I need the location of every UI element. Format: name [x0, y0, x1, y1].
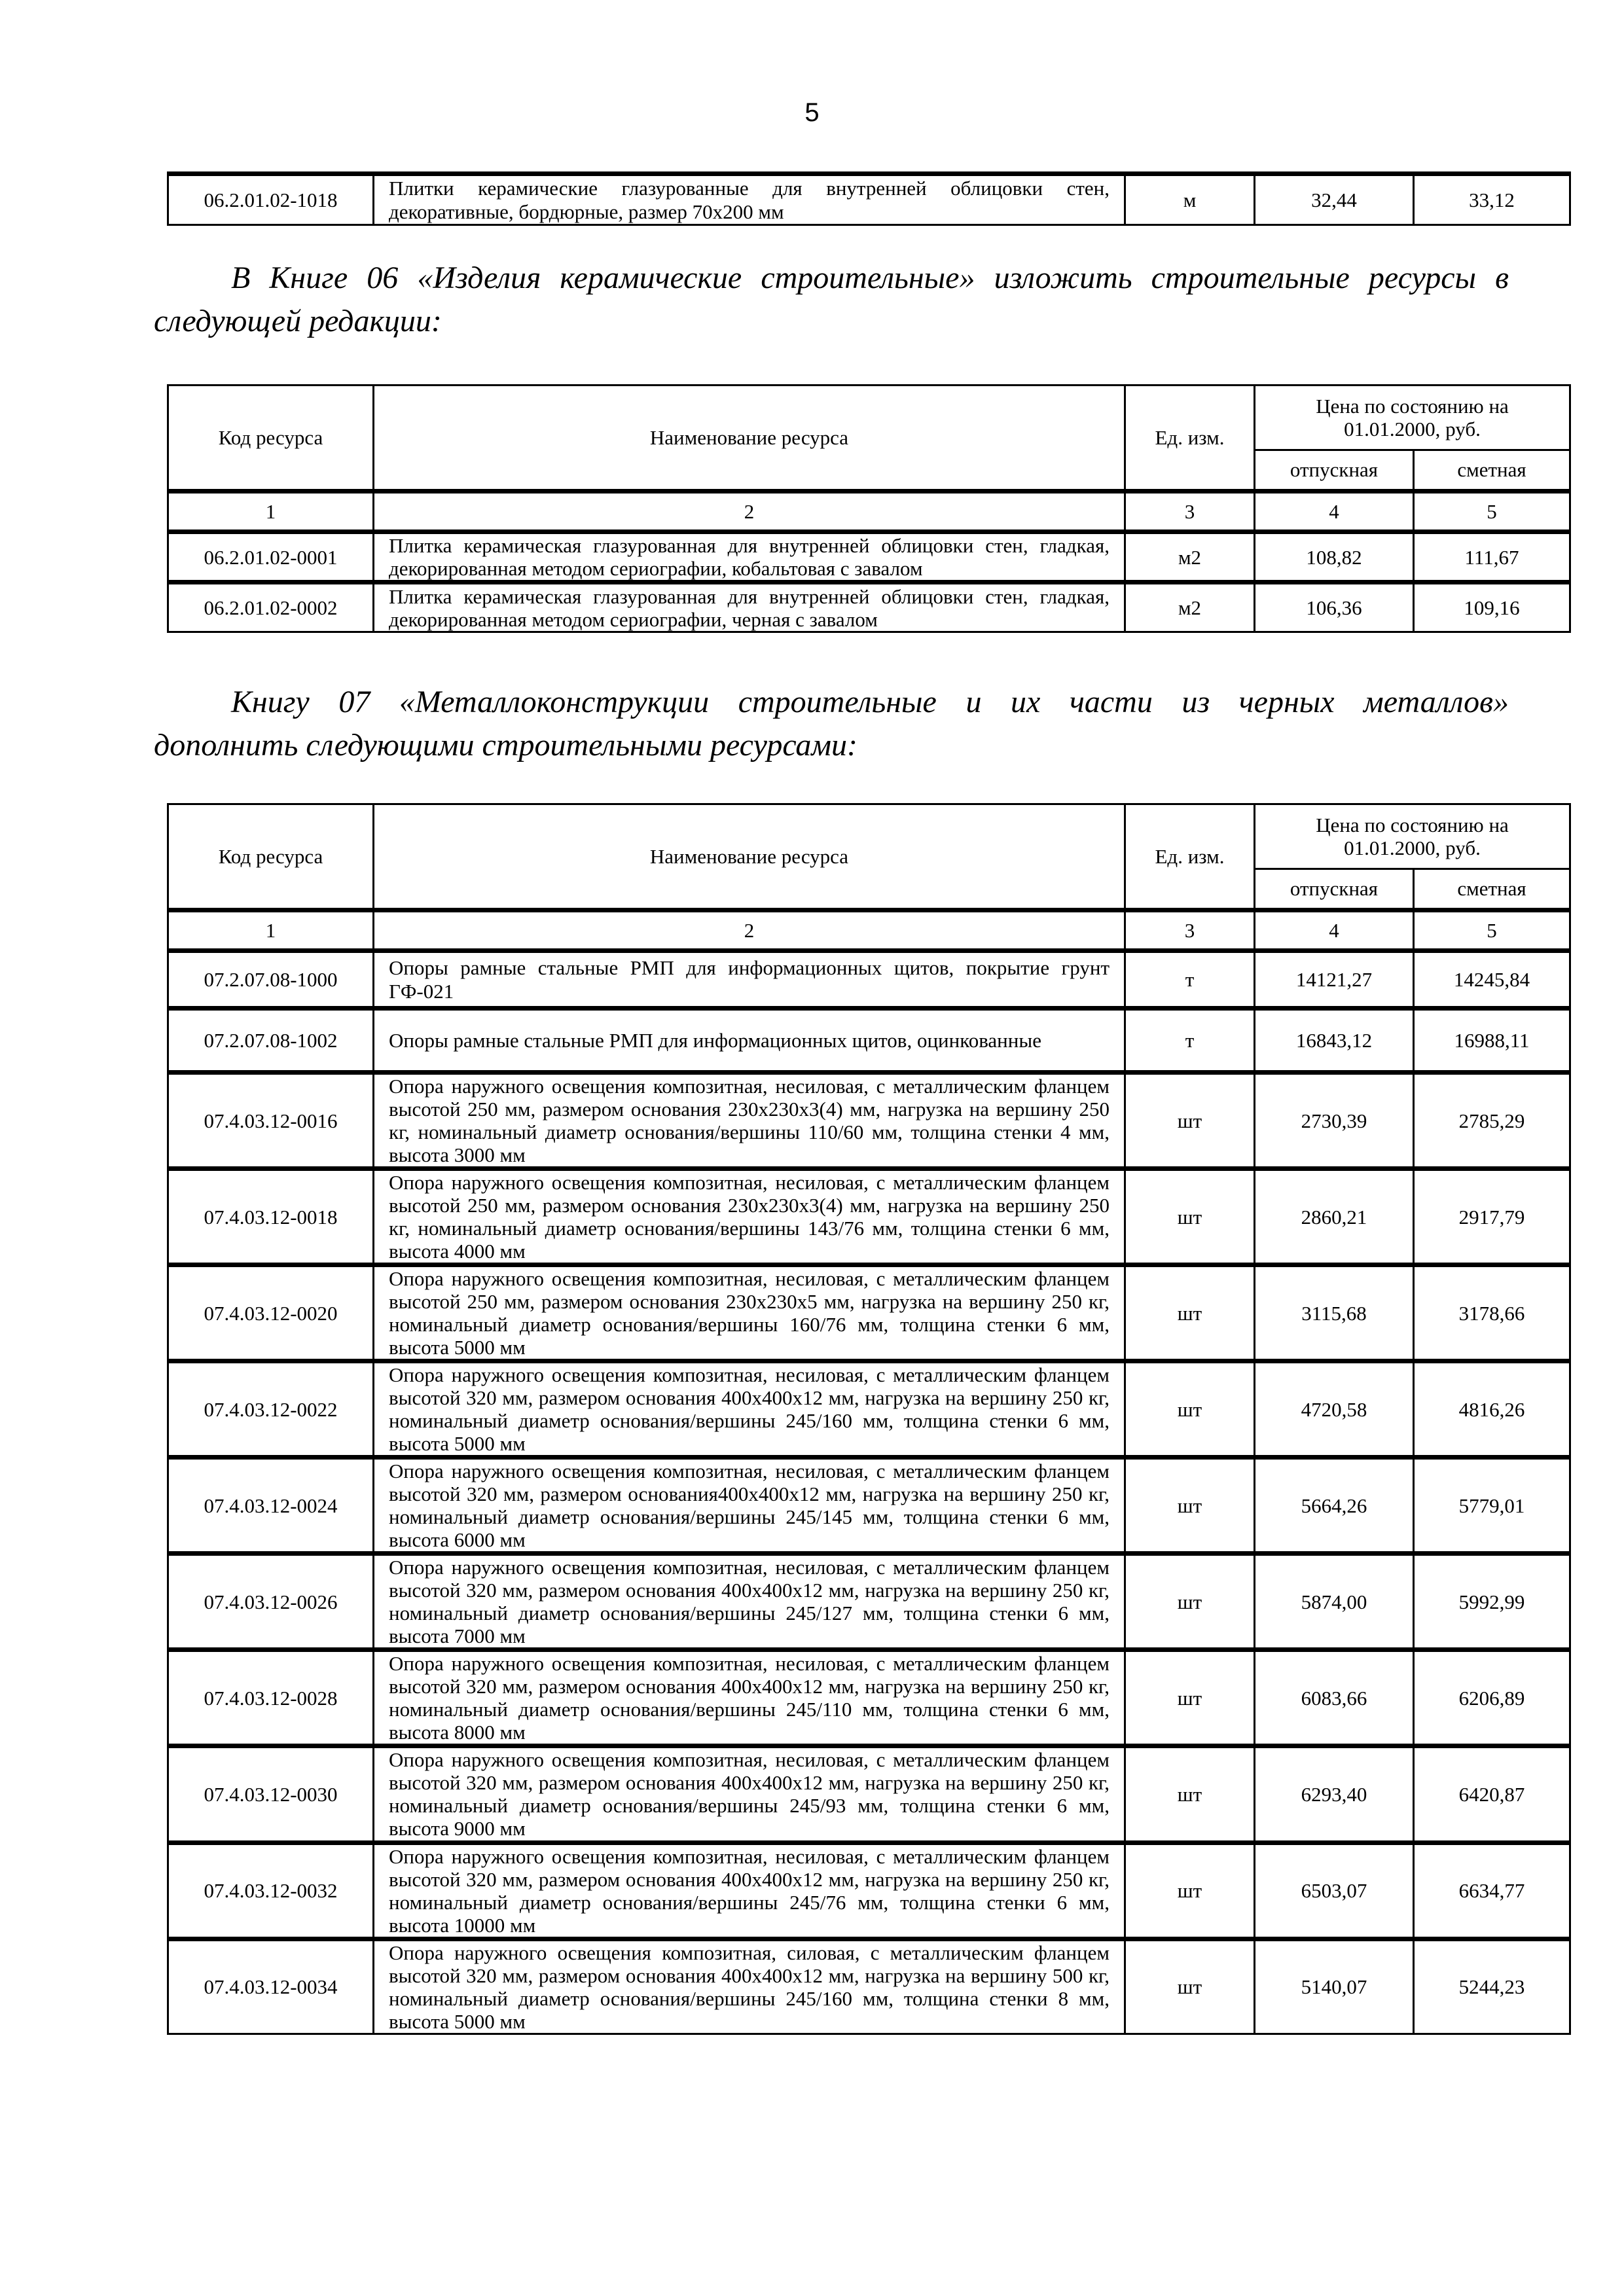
price-estimate: 6420,87	[1414, 1746, 1570, 1842]
resource-code: 07.4.03.12-0018	[168, 1169, 374, 1265]
price-release: 5140,07	[1255, 1939, 1414, 2034]
table-row	[168, 1842, 1570, 1939]
continuation-table	[167, 171, 1571, 226]
header-code: Код ресурса	[168, 804, 374, 910]
resource-unit: м	[1125, 174, 1255, 225]
book-07-table-body	[168, 951, 1570, 2034]
table-row	[168, 1939, 1570, 2034]
resource-unit: м2	[1125, 532, 1255, 583]
resource-name: Опора наружного освещения композитная, несиловая, с металлическим фланцем высотой 250 мм, размером основания 230х230х5 мм, нагрузка на вершину 250 кг, номинальный диаметр основания/вершины 160/76 мм, толщина стенки 6 мм, высота 5000 мм	[374, 1265, 1125, 1361]
resource-name: Опора наружного освещения композитная, силовая, с металлическим фланцем высотой 320 мм, размером основания 400х400х12 мм, нагрузка на вершину 500 кг, номинальный диаметр основания/вершины 245/160 мм, толщина стенки 8 мм, высота 5000 мм	[374, 1939, 1125, 2034]
column-index-5: 5	[1414, 492, 1570, 532]
resource-unit: м2	[1125, 583, 1255, 632]
resource-name: Опоры рамные стальные РМП для информационных щитов, покрытие грунт ГФ-021	[374, 951, 1125, 1009]
price-estimate: 5992,99	[1414, 1554, 1570, 1650]
resource-unit: т	[1125, 1009, 1255, 1073]
resource-name: Плитки керамические глазурованные для внутренней облицовки стен, декоративные, бордюрные, размер 70х200 мм	[374, 174, 1125, 225]
price-estimate: 111,67	[1414, 532, 1570, 583]
column-index-1: 1	[168, 910, 374, 951]
section-06-line2: следующей редакции:	[154, 304, 442, 338]
header-price-release: отпускная	[1255, 869, 1414, 910]
resource-code: 06.2.01.02-1018	[168, 174, 374, 225]
column-index-2: 2	[374, 910, 1125, 951]
resource-code: 07.4.03.12-0024	[168, 1458, 374, 1554]
header-price-group: Цена по состоянию на 01.01.2000, руб.	[1255, 804, 1570, 869]
table-row	[168, 1073, 1570, 1169]
resource-code: 07.4.03.12-0016	[168, 1073, 374, 1169]
column-index-4: 4	[1255, 910, 1414, 951]
resource-code: 07.4.03.12-0020	[168, 1265, 374, 1361]
resource-code: 07.4.03.12-0032	[168, 1842, 374, 1939]
resource-name: Опора наружного освещения композитная, несиловая, с металлическим фланцем высотой 320 мм, размером основания 400х400х12 мм, нагрузка на вершину 250 кг, номинальный диаметр основания/вершины 245/127 мм, толщина стенки 6 мм, высота 7000 мм	[374, 1554, 1125, 1650]
header-unit: Ед. изм.	[1125, 386, 1255, 492]
price-release: 108,82	[1255, 532, 1414, 583]
book-06-table-header	[168, 386, 1570, 532]
resource-name: Опора наружного освещения композитная, несиловая, с металлическим фланцем высотой 250 мм, размером основания 230х230х3(4) мм, нагрузка на вершину 250 кг, номинальный диаметр основания/вершины 143/76 мм, толщина стенки 6 мм, высота 4000 мм	[374, 1169, 1125, 1265]
price-estimate: 2917,79	[1414, 1169, 1570, 1265]
table-row	[168, 1009, 1570, 1073]
table-row	[168, 1169, 1570, 1265]
section-07-line2: дополнить следующими строительными ресурсами:	[154, 728, 858, 762]
price-estimate: 16988,11	[1414, 1009, 1570, 1073]
table-row	[168, 1746, 1570, 1842]
price-release: 106,36	[1255, 583, 1414, 632]
section-07-line1: Книгу 07 «Металлоконструкции строительные и их части из черных металлов»	[231, 685, 1509, 719]
price-estimate: 33,12	[1414, 174, 1570, 225]
resource-name: Плитка керамическая глазурованная для внутренней облицовки стен, гладкая, декорированная методом сериографии, черная с завалом	[374, 583, 1125, 632]
resource-unit: т	[1125, 951, 1255, 1009]
table-row	[168, 1458, 1570, 1554]
resource-unit: шт	[1125, 1458, 1255, 1554]
resource-unit: шт	[1125, 1746, 1255, 1842]
column-index-5: 5	[1414, 910, 1570, 951]
price-release: 6293,40	[1255, 1746, 1414, 1842]
resource-unit: шт	[1125, 1842, 1255, 1939]
column-index-3: 3	[1125, 910, 1255, 951]
price-estimate: 5244,23	[1414, 1939, 1570, 2034]
header-price-estimate: сметная	[1414, 869, 1570, 910]
resource-unit: шт	[1125, 1650, 1255, 1746]
price-release: 6083,66	[1255, 1650, 1414, 1746]
column-index-1: 1	[168, 492, 374, 532]
table-row	[168, 951, 1570, 1009]
section-06-paragraph	[154, 257, 1509, 343]
resource-name: Плитка керамическая глазурованная для внутренней облицовки стен, гладкая, декорированная методом сериографии, кобальтовая с завалом	[374, 532, 1125, 583]
price-estimate: 6206,89	[1414, 1650, 1570, 1746]
table-row	[168, 1265, 1570, 1361]
price-release: 3115,68	[1255, 1265, 1414, 1361]
resource-code: 07.2.07.08-1000	[168, 951, 374, 1009]
table-row	[168, 583, 1570, 632]
resource-unit: шт	[1125, 1554, 1255, 1650]
resource-code: 07.4.03.12-0026	[168, 1554, 374, 1650]
section-06-line1: В Книге 06 «Изделия керамические строительные» изложить строительные ресурсы в	[231, 260, 1509, 295]
header-price-estimate: сметная	[1414, 450, 1570, 492]
book-07-resource-table	[167, 803, 1571, 2035]
book-06-resource-table	[167, 384, 1571, 633]
resource-code: 07.2.07.08-1002	[168, 1009, 374, 1073]
table-row	[168, 1361, 1570, 1458]
table-row	[168, 174, 1570, 225]
price-estimate: 3178,66	[1414, 1265, 1570, 1361]
resource-code: 06.2.01.02-0001	[168, 532, 374, 583]
column-index-3: 3	[1125, 492, 1255, 532]
resource-unit: шт	[1125, 1073, 1255, 1169]
table-row	[168, 1650, 1570, 1746]
header-price-release: отпускная	[1255, 450, 1414, 492]
resource-name: Опора наружного освещения композитная, несиловая, с металлическим фланцем высотой 320 мм, размером основания 400х400х12 мм, нагрузка на вершину 250 кг, номинальный диаметр основания/вершины 245/76 мм, толщина стенки 6 мм, высота 10000 мм	[374, 1842, 1125, 1939]
resource-unit: шт	[1125, 1939, 1255, 2034]
header-name: Наименование ресурса	[374, 804, 1125, 910]
resource-code: 06.2.01.02-0002	[168, 583, 374, 632]
resource-code: 07.4.03.12-0028	[168, 1650, 374, 1746]
resource-unit: шт	[1125, 1265, 1255, 1361]
price-estimate: 6634,77	[1414, 1842, 1570, 1939]
resource-name: Опора наружного освещения композитная, несиловая, с металлическим фланцем высотой 320 мм, размером основания 400х400х12 мм, нагрузка на вершину 250 кг, номинальный диаметр основания/вершины 245/110 мм, толщина стенки 6 мм, высота 8000 мм	[374, 1650, 1125, 1746]
header-unit: Ед. изм.	[1125, 804, 1255, 910]
price-release: 4720,58	[1255, 1361, 1414, 1458]
price-estimate: 5779,01	[1414, 1458, 1570, 1554]
resource-name: Опора наружного освещения композитная, несиловая, с металлическим фланцем высотой 320 мм, размером основания 400х400х12 мм, нагрузка на вершину 250 кг, номинальный диаметр основания/вершины 245/93 мм, толщина стенки 6 мм, высота 9000 мм	[374, 1746, 1125, 1842]
price-release: 5874,00	[1255, 1554, 1414, 1650]
table-row	[168, 532, 1570, 583]
header-code: Код ресурса	[168, 386, 374, 492]
resource-code: 07.4.03.12-0034	[168, 1939, 374, 2034]
price-estimate: 4816,26	[1414, 1361, 1570, 1458]
price-release: 16843,12	[1255, 1009, 1414, 1073]
resource-name: Опора наружного освещения композитная, несиловая, с металлическим фланцем высотой 250 мм, размером основания 230х230х3(4) мм, нагрузка на вершину 250 кг, номинальный диаметр основания/вершины 110/60 мм, толщина стенки 4 мм, высота 3000 мм	[374, 1073, 1125, 1169]
price-release: 5664,26	[1255, 1458, 1414, 1554]
resource-unit: шт	[1125, 1361, 1255, 1458]
resource-name: Опора наружного освещения композитная, несиловая, с металлическим фланцем высотой 320 мм, размером основания400х400х12 мм, нагрузка на вершину 250 кг, номинальный диаметр основания/вершины 245/145 мм, толщина стенки 6 мм, высота 6000 мм	[374, 1458, 1125, 1554]
resource-name: Опоры рамные стальные РМП для информационных щитов, оцинкованные	[374, 1009, 1125, 1073]
resource-name: Опора наружного освещения композитная, несиловая, с металлическим фланцем высотой 320 мм, размером основания 400х400х12 мм, нагрузка на вершину 250 кг, номинальный диаметр основания/вершины 245/160 мм, толщина стенки 6 мм, высота 5000 мм	[374, 1361, 1125, 1458]
price-estimate: 109,16	[1414, 583, 1570, 632]
price-release: 2860,21	[1255, 1169, 1414, 1265]
price-estimate: 14245,84	[1414, 951, 1570, 1009]
resource-code: 07.4.03.12-0022	[168, 1361, 374, 1458]
page-number: 5	[804, 98, 820, 127]
column-index-2: 2	[374, 492, 1125, 532]
continuation-table-body	[168, 174, 1570, 225]
header-price-group: Цена по состоянию на 01.01.2000, руб.	[1255, 386, 1570, 450]
price-release: 14121,27	[1255, 951, 1414, 1009]
resource-unit: шт	[1125, 1169, 1255, 1265]
resource-code: 07.4.03.12-0030	[168, 1746, 374, 1842]
book-06-table-body	[168, 532, 1570, 632]
price-release: 32,44	[1255, 174, 1414, 225]
column-index-4: 4	[1255, 492, 1414, 532]
price-release: 6503,07	[1255, 1842, 1414, 1939]
table-row	[168, 1554, 1570, 1650]
book-07-table-header	[168, 804, 1570, 951]
header-name: Наименование ресурса	[374, 386, 1125, 492]
price-estimate: 2785,29	[1414, 1073, 1570, 1169]
section-07-paragraph	[154, 681, 1509, 767]
price-release: 2730,39	[1255, 1073, 1414, 1169]
